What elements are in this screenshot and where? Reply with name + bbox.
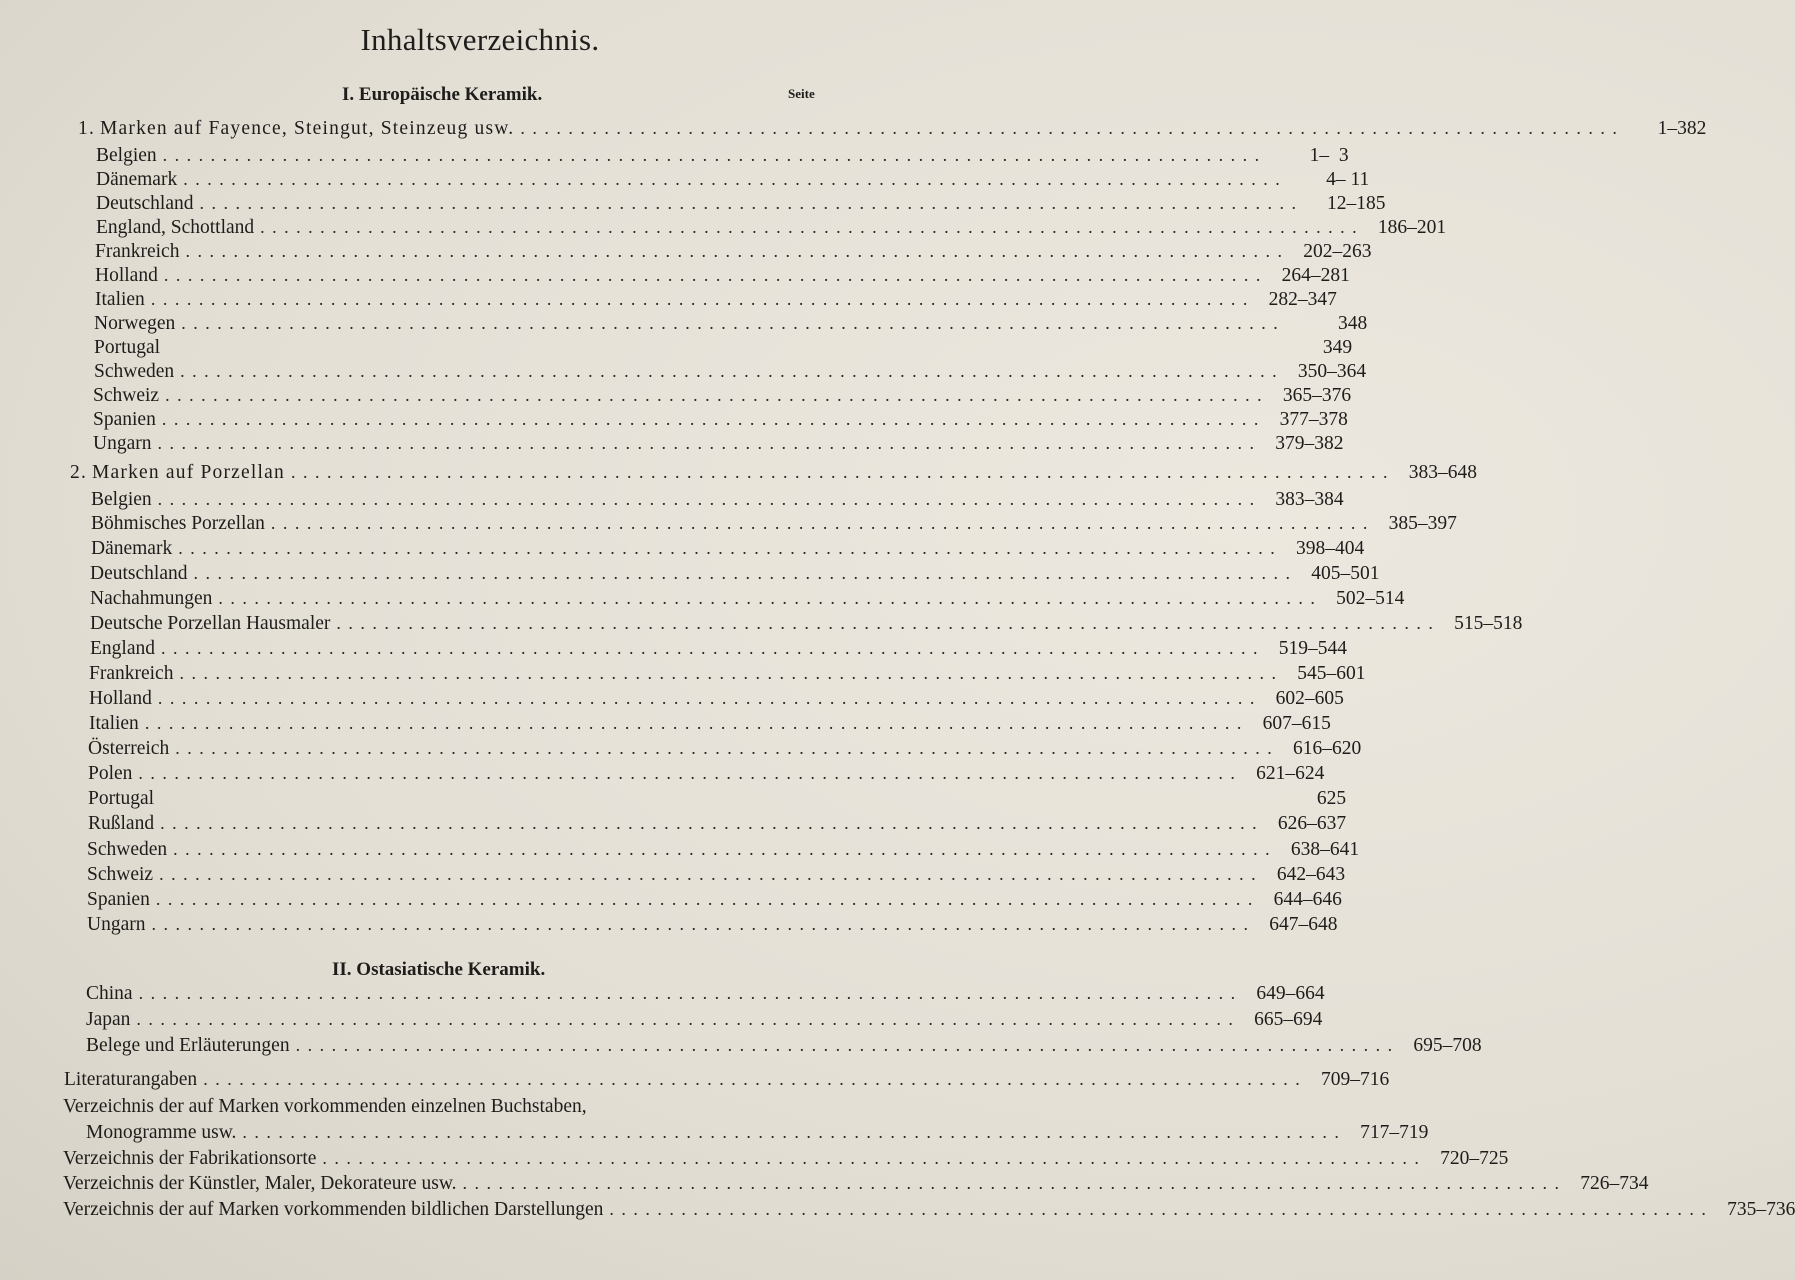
entry-label: Norwegen bbox=[94, 313, 176, 334]
entry-label: Deutsche Porzellan Hausmaler bbox=[90, 613, 331, 634]
leader-dots: ............................................................................................ bbox=[178, 538, 1283, 558]
toc-entry bbox=[90, 638, 1347, 662]
toc-entry bbox=[89, 713, 1331, 737]
toc-entry bbox=[95, 265, 1350, 289]
leader-dots: ............................................................................................ bbox=[173, 839, 1278, 859]
page-range: 626–637 bbox=[1277, 813, 1347, 834]
entry-label: Belgien bbox=[91, 489, 152, 510]
group-number: 1. bbox=[78, 118, 96, 139]
entry-label: Portugal bbox=[94, 337, 161, 358]
entry-label: Japan bbox=[86, 1009, 131, 1030]
toc-entry bbox=[89, 688, 1344, 712]
leader-dots: ............................................................................................ bbox=[165, 385, 1270, 405]
leader-dots: ............................................................................................ bbox=[160, 638, 1265, 658]
entry-label: Schweden bbox=[94, 361, 175, 382]
leader-dots: ............................................................................................ bbox=[242, 1122, 1347, 1142]
leader-dots: ............................................................................................ bbox=[336, 613, 1441, 633]
entry-label: Dänemark bbox=[91, 538, 173, 559]
toc-entry bbox=[88, 813, 1347, 837]
page-range: 383–648 bbox=[1408, 462, 1477, 483]
entry-label: China bbox=[86, 983, 133, 1004]
group-number: 2. bbox=[70, 462, 88, 483]
page-range: 385–397 bbox=[1388, 513, 1457, 534]
page-range: 621–624 bbox=[1256, 763, 1325, 784]
toc-entry bbox=[90, 613, 1523, 637]
page-range: 642–643 bbox=[1276, 864, 1346, 885]
toc-entry bbox=[96, 217, 1447, 241]
page-range: 398–404 bbox=[1295, 538, 1365, 559]
page-range: 545–601 bbox=[1297, 663, 1366, 684]
leader-dots: ............................................................................................ bbox=[150, 289, 1255, 309]
toc-entry bbox=[86, 1009, 1323, 1033]
toc-entry bbox=[93, 409, 1348, 433]
page-range: 405–501 bbox=[1311, 563, 1380, 584]
toc-entry-fabrikationsorte bbox=[63, 1148, 1509, 1172]
toc-entry bbox=[88, 763, 1325, 787]
entry-label: Frankreich bbox=[89, 663, 174, 684]
entry-label: England, Schottland bbox=[96, 217, 255, 238]
entry-label: Böhmisches Porzellan bbox=[91, 513, 265, 534]
toc-entry bbox=[88, 788, 1347, 812]
entry-label: Holland bbox=[95, 265, 158, 286]
entry-label: Dänemark bbox=[96, 169, 178, 190]
leader-dots: ............................................................................................ bbox=[162, 145, 1267, 165]
page-range: 519–544 bbox=[1278, 638, 1347, 659]
page-range: 665–694 bbox=[1254, 1009, 1323, 1030]
page-range: 186–201 bbox=[1377, 217, 1447, 238]
toc-entry bbox=[90, 588, 1405, 612]
leader-dots: ............................................................................................ bbox=[138, 763, 1243, 783]
page-range: 717–719 bbox=[1360, 1122, 1429, 1143]
leader-dots: ............................................................................................ bbox=[161, 409, 1266, 429]
page-range: 202–263 bbox=[1303, 241, 1372, 262]
leader-dots: ............................................................................................ bbox=[175, 738, 1280, 758]
page-range: 709–716 bbox=[1320, 1069, 1390, 1090]
page-range: 720–725 bbox=[1440, 1148, 1509, 1169]
leader-dots: ............................................................................................ bbox=[159, 864, 1264, 884]
page-range: 349 bbox=[1322, 337, 1353, 358]
leader-dots: ............................................................................................ bbox=[181, 313, 1286, 333]
entry-label: Italien bbox=[95, 289, 145, 310]
page-range: 282–347 bbox=[1268, 289, 1337, 310]
page-range: 602–605 bbox=[1275, 688, 1344, 709]
leader-dots: ............................................................................................ bbox=[157, 688, 1262, 708]
entry-label: Ungarn bbox=[93, 433, 152, 454]
entry-label: England bbox=[90, 638, 155, 659]
toc-entry-darstellungen bbox=[63, 1199, 1795, 1223]
leader-dots: ............................................................................................ bbox=[270, 513, 1375, 533]
leader-dots: ............................................................................................ bbox=[609, 1199, 1714, 1219]
leader-dots: ............................................................................................ bbox=[295, 1035, 1400, 1055]
page-range: 1–382 bbox=[1657, 118, 1707, 139]
toc-group-fayence bbox=[78, 118, 1707, 142]
entry-label: Italien bbox=[89, 713, 139, 734]
entry-label: Nachahmungen bbox=[90, 588, 213, 609]
leader-dots: ............................................................................................ bbox=[180, 361, 1285, 381]
page-range: 638–641 bbox=[1290, 839, 1360, 860]
page-range: 1– 3 bbox=[1309, 145, 1349, 166]
leader-dots: ............................................................................................ bbox=[260, 217, 1365, 237]
leader-dots: ............................................................................................ bbox=[199, 193, 1304, 213]
toc-entry bbox=[91, 538, 1365, 562]
page-range: 12–185 bbox=[1326, 193, 1386, 214]
leader-dots: ............................................................................................ bbox=[144, 713, 1249, 733]
leader-dots: ............................................................................................ bbox=[160, 813, 1265, 833]
entry-label: Portugal bbox=[88, 788, 155, 809]
section-2-heading: II. Ostasiatische Keramik. bbox=[332, 959, 546, 980]
page-range: 735–736 bbox=[1727, 1199, 1795, 1220]
entry-label: Deutschland bbox=[90, 563, 188, 584]
page-range: 350–364 bbox=[1297, 361, 1367, 382]
leader-dots: ............................................................................................ bbox=[520, 118, 1625, 138]
leader-dots: ............................................................................................ bbox=[179, 663, 1284, 683]
leader-dots: ............................................................................................ bbox=[193, 563, 1298, 583]
page-range: 377–378 bbox=[1279, 409, 1348, 430]
toc-entry bbox=[95, 241, 1372, 265]
toc-entry-literatur bbox=[64, 1069, 1390, 1093]
toc-entry bbox=[87, 839, 1360, 863]
leader-dots: ............................................................................................ bbox=[151, 914, 1256, 934]
group-label: Marken auf Fayence, Steingut, Steinzeug usw. bbox=[100, 118, 515, 139]
page-range: 616–620 bbox=[1292, 738, 1362, 759]
leader-dots: ............................................................................................ bbox=[155, 889, 1260, 909]
toc-entry bbox=[91, 513, 1457, 537]
toc-entry-kuenstler bbox=[63, 1173, 1649, 1197]
entry-label: Belege und Erläuterungen bbox=[86, 1035, 290, 1056]
toc-entry bbox=[94, 361, 1367, 385]
leader-dots: ............................................................................................ bbox=[183, 169, 1288, 189]
toc-entry bbox=[95, 289, 1337, 313]
leader-dots: ............................................................................................ bbox=[157, 433, 1262, 453]
toc-entry bbox=[87, 864, 1346, 888]
leader-dots: ............................................................................................ bbox=[157, 489, 1262, 509]
toc-entry bbox=[87, 889, 1342, 913]
page-range: 649–664 bbox=[1256, 983, 1325, 1004]
entry-label: Schweiz bbox=[93, 385, 160, 406]
page-range: 365–376 bbox=[1282, 385, 1352, 406]
page-range: 264–281 bbox=[1281, 265, 1350, 286]
toc-group-porzellan bbox=[70, 462, 1477, 486]
page-range: 4– 11 bbox=[1326, 169, 1370, 190]
entry-label: Deutschland bbox=[96, 193, 194, 214]
page-range: 607–615 bbox=[1262, 713, 1331, 734]
leader-dots: ............................................................................................ bbox=[290, 462, 1395, 482]
toc-entry bbox=[96, 193, 1386, 217]
toc-entry bbox=[88, 738, 1362, 762]
page-range: 383–384 bbox=[1275, 489, 1344, 510]
leader-dots: ............................................................................................ bbox=[218, 588, 1323, 608]
page-range: 502–514 bbox=[1336, 588, 1405, 609]
toc-entry bbox=[93, 433, 1344, 457]
entry-label: Verzeichnis der Künstler, Maler, Dekorateure usw. bbox=[63, 1173, 457, 1194]
entry-label: Holland bbox=[89, 688, 152, 709]
toc-entry bbox=[90, 563, 1380, 587]
entry-label: Spanien bbox=[93, 409, 156, 430]
toc-entry bbox=[93, 385, 1352, 409]
page-range: 348 bbox=[1337, 313, 1368, 334]
entry-label: Schweden bbox=[87, 839, 168, 860]
leader-dots: ............................................................................................ bbox=[203, 1069, 1308, 1089]
toc-entry bbox=[96, 169, 1370, 193]
toc-entry bbox=[91, 489, 1344, 513]
page-range: 726–734 bbox=[1580, 1173, 1649, 1194]
page-range: 644–646 bbox=[1273, 889, 1342, 910]
leader-dots: ............................................................................................ bbox=[322, 1148, 1427, 1168]
leader-dots: ............................................................................................ bbox=[136, 1009, 1241, 1029]
seite-column-label: Seite bbox=[788, 86, 815, 101]
entry-label: Schweiz bbox=[87, 864, 154, 885]
entry-label: Ungarn bbox=[87, 914, 146, 935]
toc-entry bbox=[86, 1035, 1482, 1059]
page-title: Inhaltsverzeichnis. bbox=[360, 22, 600, 57]
page-range: 379–382 bbox=[1275, 433, 1344, 454]
page-range: 515–518 bbox=[1454, 613, 1523, 634]
toc-entry-buchstaben-line1: Verzeichnis der auf Marken vorkommenden einzelnen Buchstaben, bbox=[63, 1096, 587, 1117]
entry-label: Literaturangaben bbox=[64, 1069, 198, 1090]
entry-label: Spanien bbox=[87, 889, 150, 910]
toc-entry bbox=[89, 663, 1366, 687]
leader-dots: ............................................................................................ bbox=[185, 241, 1290, 261]
group-label: Marken auf Porzellan bbox=[92, 462, 285, 483]
leader-dots: ............................................................................................ bbox=[163, 265, 1268, 285]
entry-label: Frankreich bbox=[95, 241, 180, 262]
toc-entry bbox=[94, 313, 1368, 337]
toc-entry bbox=[94, 337, 1353, 361]
entry-label: Verzeichnis der auf Marken vorkommenden bildlichen Darstellungen bbox=[63, 1199, 604, 1220]
leader-dots: ............................................................................................ bbox=[462, 1173, 1567, 1193]
page-range: 695–708 bbox=[1413, 1035, 1482, 1056]
page-range: 625 bbox=[1316, 788, 1347, 809]
entry-label: Rußland bbox=[88, 813, 155, 834]
toc-entry bbox=[96, 145, 1349, 169]
toc-entry-buchstaben bbox=[86, 1122, 1429, 1146]
leader-dots: ............................................................................................ bbox=[138, 983, 1243, 1003]
entry-label: Monogramme usw. bbox=[86, 1122, 237, 1143]
page-range: 647–648 bbox=[1269, 914, 1338, 935]
toc-entry bbox=[87, 914, 1338, 938]
toc-entry bbox=[86, 983, 1325, 1007]
entry-label: Österreich bbox=[88, 738, 170, 759]
section-1-heading: I. Europäische Keramik. bbox=[342, 84, 543, 105]
entry-label: Verzeichnis der Fabrikationsorte bbox=[63, 1148, 317, 1169]
entry-label: Belgien bbox=[96, 145, 157, 166]
entry-label: Polen bbox=[88, 763, 133, 784]
